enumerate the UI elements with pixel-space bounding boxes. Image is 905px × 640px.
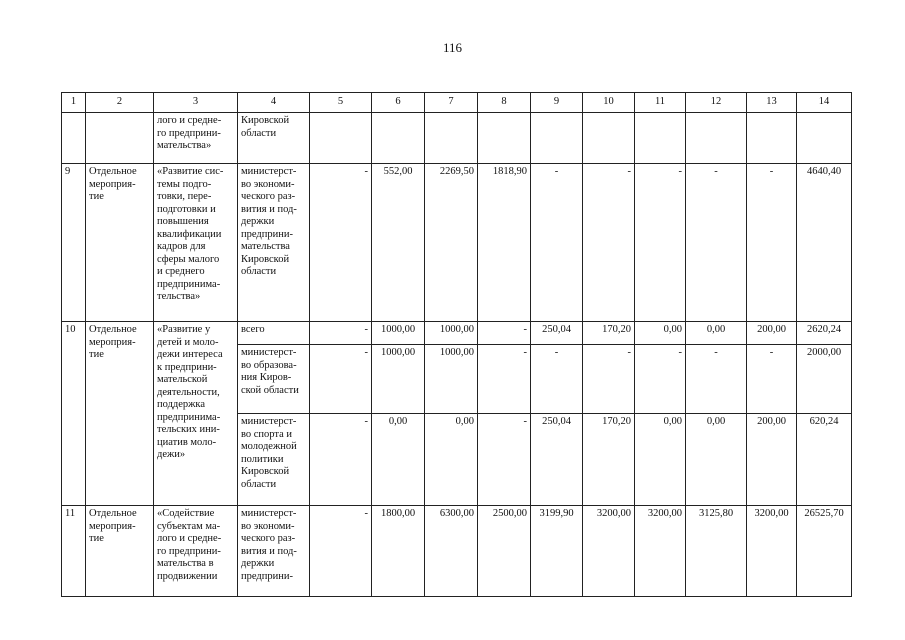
column-header: 8 [478, 93, 531, 113]
budget-table [61, 92, 852, 597]
value-cell: 26525,70 [797, 506, 852, 597]
column-header: 12 [686, 93, 747, 113]
table-row [62, 164, 852, 322]
name-cell: лого и средне- го предприни- мательства» [154, 113, 238, 164]
continuation-row [62, 113, 852, 164]
value-cell: 250,04 [531, 322, 583, 345]
column-header: 9 [531, 93, 583, 113]
executor-cell: министерст- во образова- ния Киров- ской области [238, 345, 310, 414]
value-cell: 0,00 [635, 322, 686, 345]
value-cell: - [310, 414, 372, 506]
value-cell [531, 113, 583, 164]
name-cell: «Развитие у детей и моло- дежи интереса к предприни- мательской деятельности, поддержка предпринима- тельских ини- циатив моло- дежи» [154, 322, 238, 506]
value-cell: - [583, 345, 635, 414]
value-cell: - [583, 164, 635, 322]
value-cell: 4640,40 [797, 164, 852, 322]
value-cell: 1000,00 [425, 322, 478, 345]
column-header: 10 [583, 93, 635, 113]
value-cell: 3125,80 [686, 506, 747, 597]
value-cell: 3200,00 [583, 506, 635, 597]
value-cell: 200,00 [747, 414, 797, 506]
name-cell: «Развитие сис- темы подго- товки, пере- подготовки и повышения квалификации кадров для сферы малого и среднего предпринима- тельства» [154, 164, 238, 322]
column-header: 13 [747, 93, 797, 113]
status-cell: Отдельное мероприя- тие [86, 164, 154, 322]
value-cell [583, 113, 635, 164]
value-cell: - [747, 345, 797, 414]
value-cell: 200,00 [747, 322, 797, 345]
table-row [62, 322, 852, 345]
value-cell: - [478, 322, 531, 345]
value-cell: 2000,00 [797, 345, 852, 414]
row-number-cell: 11 [62, 506, 86, 597]
value-cell [797, 113, 852, 164]
value-cell: - [310, 322, 372, 345]
value-cell: 0,00 [635, 414, 686, 506]
value-cell: 3200,00 [747, 506, 797, 597]
value-cell: - [635, 345, 686, 414]
value-cell: - [531, 345, 583, 414]
value-cell: 3199,90 [531, 506, 583, 597]
value-cell: 0,00 [686, 414, 747, 506]
value-cell [372, 113, 425, 164]
value-cell: - [686, 164, 747, 322]
value-cell: - [635, 164, 686, 322]
value-cell: 1800,00 [372, 506, 425, 597]
value-cell: 6300,00 [425, 506, 478, 597]
value-cell: 620,24 [797, 414, 852, 506]
value-cell: - [478, 345, 531, 414]
value-cell: 1000,00 [425, 345, 478, 414]
column-header: 3 [154, 93, 238, 113]
value-cell: 0,00 [686, 322, 747, 345]
row-number-cell [62, 113, 86, 164]
value-cell: - [747, 164, 797, 322]
value-cell [635, 113, 686, 164]
status-cell: Отдельное мероприя- тие [86, 506, 154, 597]
executor-cell: Кировской области [238, 113, 310, 164]
column-header: 1 [62, 93, 86, 113]
value-cell: - [310, 164, 372, 322]
value-cell: - [310, 506, 372, 597]
value-cell: 0,00 [372, 414, 425, 506]
value-cell [478, 113, 531, 164]
row-number-cell: 10 [62, 322, 86, 506]
value-cell: - [686, 345, 747, 414]
value-cell: 250,04 [531, 414, 583, 506]
table-row [62, 506, 852, 597]
value-cell: - [310, 345, 372, 414]
row-number-cell: 9 [62, 164, 86, 322]
column-header: 11 [635, 93, 686, 113]
value-cell: 2620,24 [797, 322, 852, 345]
value-cell: 0,00 [425, 414, 478, 506]
column-header: 14 [797, 93, 852, 113]
value-cell [747, 113, 797, 164]
value-cell: 1000,00 [372, 345, 425, 414]
executor-cell: всего [238, 322, 310, 345]
column-header: 2 [86, 93, 154, 113]
value-cell: 3200,00 [635, 506, 686, 597]
column-header: 7 [425, 93, 478, 113]
value-cell: 2500,00 [478, 506, 531, 597]
value-cell: 2269,50 [425, 164, 478, 322]
executor-cell: министерст- во экономи- ческого раз- вития и под- держки предприни- мательства Кировской области [238, 164, 310, 322]
column-header: 5 [310, 93, 372, 113]
header-row [62, 93, 852, 113]
value-cell: 170,20 [583, 414, 635, 506]
status-cell [86, 113, 154, 164]
value-cell: 1000,00 [372, 322, 425, 345]
column-header: 6 [372, 93, 425, 113]
value-cell: 170,20 [583, 322, 635, 345]
name-cell: «Содействие субъектам ма- лого и средне- го предприни- мательства в продвижении [154, 506, 238, 597]
executor-cell: министерст- во спорта и молодежной политики Кировской области [238, 414, 310, 506]
value-cell: - [531, 164, 583, 322]
value-cell [425, 113, 478, 164]
column-header: 4 [238, 93, 310, 113]
value-cell [310, 113, 372, 164]
status-cell: Отдельное мероприя- тие [86, 322, 154, 506]
value-cell [686, 113, 747, 164]
executor-cell: министерст- во экономи- ческого раз- вития и под- держки предприни- [238, 506, 310, 597]
value-cell: 552,00 [372, 164, 425, 322]
value-cell: - [478, 414, 531, 506]
value-cell: 1818,90 [478, 164, 531, 322]
page-number: 116 [442, 40, 463, 55]
